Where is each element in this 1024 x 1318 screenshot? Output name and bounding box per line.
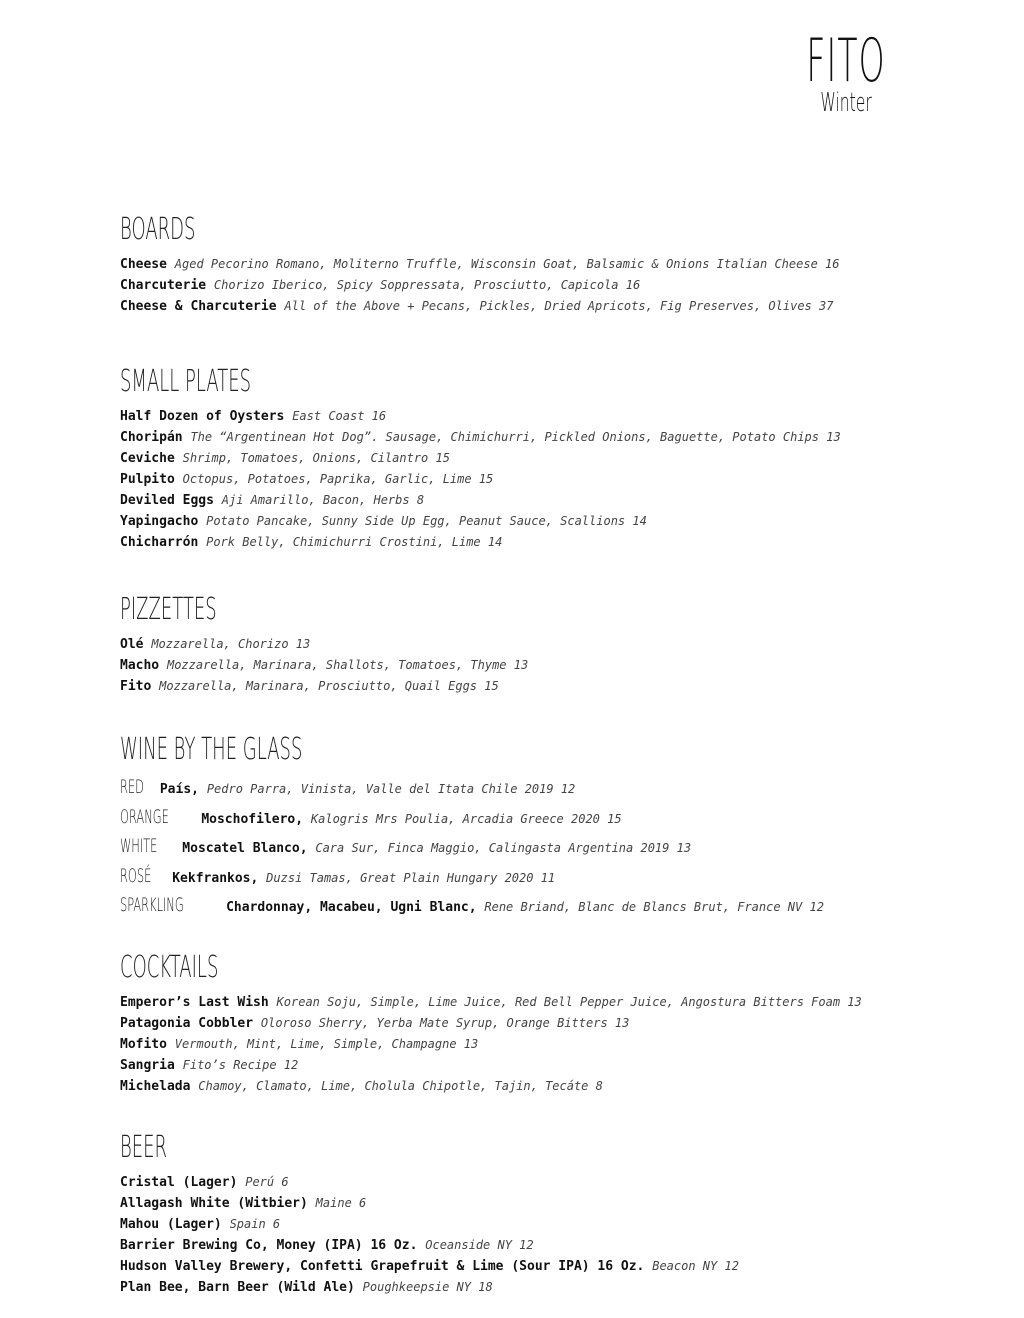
wine-type: SPARKLING <box>120 894 184 916</box>
section-beer <box>120 1130 980 1298</box>
item-description: Vermouth, Mint, Lime, Simple, Champagne 13 <box>174 1037 479 1051</box>
wine-type: ORANGE <box>120 805 169 828</box>
item-name: Sangria <box>120 1058 175 1073</box>
menu-item <box>120 634 980 655</box>
item-name: Cristal (Lager) <box>120 1175 238 1190</box>
section-pizzettes <box>120 592 980 697</box>
item-description: Maine 6 <box>315 1196 367 1210</box>
item-name: Pulpito <box>120 472 175 487</box>
menu-item <box>120 655 980 676</box>
item-name: Emperor’s Last Wish <box>120 995 269 1010</box>
item-name: Deviled Eggs <box>120 493 214 508</box>
item-name: Fito <box>120 679 152 694</box>
item-name: Plan Bee, Barn Beer (Wild Ale) <box>120 1280 355 1295</box>
item-description: Mozzarella, Chorizo 13 <box>151 637 311 651</box>
item-name: Cheese & Charcuterie <box>120 299 277 314</box>
menu-item <box>120 1076 980 1097</box>
item-description: All of the Above + Pecans, Pickles, Dried Apricots, Fig Preserves, Olives 37 <box>284 299 834 313</box>
item-description: Duzsi Tamas, Great Plain Hungary 2020 11 <box>266 870 556 885</box>
menu-item <box>120 1055 980 1076</box>
item-description: Pedro Parra, Vinista, Valle del Itata Chile 2019 12 <box>206 782 576 796</box>
menu-item <box>120 1193 980 1214</box>
wine-item <box>120 804 980 834</box>
item-name: Chardonnay, Macabeu, Ugni Blanc, <box>226 900 477 915</box>
item-name: Yapingacho <box>120 514 199 529</box>
section-title: SMALL PLATES <box>120 364 252 399</box>
item-name: Half Dozen of Oysters <box>120 409 285 424</box>
menu-item <box>120 1172 980 1193</box>
section-title: BEER <box>120 1130 168 1165</box>
menu-item <box>120 1235 980 1256</box>
section-cocktails <box>120 950 980 1097</box>
menu-item <box>120 1013 980 1034</box>
item-description: Mozzarella, Marinara, Shallots, Tomatoes, Thyme 13 <box>166 658 529 672</box>
menu-season: Winter <box>820 88 872 118</box>
menu-item <box>120 469 980 490</box>
menu-item <box>120 406 980 427</box>
item-name: Cheese <box>120 257 167 272</box>
menu-item <box>120 448 980 469</box>
menu-item <box>120 490 980 511</box>
item-description: Oceanside NY 12 <box>425 1238 534 1252</box>
wine-item <box>120 892 980 922</box>
item-description: East Coast 16 <box>292 409 387 423</box>
item-description: Fito’s Recipe 12 <box>182 1058 299 1072</box>
item-description: Poughkeepsie NY 18 <box>362 1280 493 1294</box>
logo-wordmark: FITO <box>806 26 886 96</box>
menu-item <box>120 992 980 1013</box>
section-title: WINE BY THE GLASS <box>120 732 303 767</box>
section-title: BOARDS <box>120 212 196 247</box>
section-small-plates <box>120 364 980 553</box>
item-name: Kekfrankos, <box>172 870 259 886</box>
section-title: COCKTAILS <box>120 950 219 985</box>
item-description: Pork Belly, Chimichurri Crostini, Lime 14 <box>206 535 503 549</box>
item-name: Moschofilero, <box>201 811 304 827</box>
menu-item <box>120 676 980 697</box>
item-description: Shrimp, Tomatoes, Onions, Cilantro 15 <box>182 451 450 465</box>
menu-item <box>120 1277 980 1298</box>
item-description: Chorizo Iberico, Spicy Soppressata, Prosciutto, Capicola 16 <box>213 278 641 292</box>
item-name: Hudson Valley Brewery, Confetti Grapefruit & Lime (Sour IPA) 16 Oz. <box>120 1259 645 1274</box>
item-description: Spain 6 <box>229 1217 281 1231</box>
restaurant-logo <box>774 26 918 116</box>
item-description: Oloroso Sherry, Yerba Mate Syrup, Orange Bitters 13 <box>260 1016 630 1030</box>
item-name: Macho <box>120 658 160 673</box>
menu-item <box>120 1214 980 1235</box>
item-name: Allagash White (Witbier) <box>120 1196 308 1211</box>
menu-item <box>120 511 980 532</box>
item-description: Aji Amarillo, Bacon, Herbs 8 <box>221 493 425 507</box>
item-description: The “Argentinean Hot Dog”. Sausage, Chimichurri, Pickled Onions, Baguette, Potato Chips 13 <box>190 430 841 444</box>
item-name: Mahou (Lager) <box>120 1217 222 1232</box>
section-boards <box>120 212 980 317</box>
item-description: Chamoy, Clamato, Lime, Cholula Chipotle, Tajin, Tecáte 8 <box>198 1079 603 1093</box>
item-description: Aged Pecorino Romano, Moliterno Truffle, Wisconsin Goat, Balsamic & Onions Italian Cheese 16 <box>174 257 840 271</box>
item-description: Cara Sur, Finca Maggio, Calingasta Argentina 2019 13 <box>315 841 692 855</box>
item-name: País, <box>159 782 199 797</box>
item-description: Octopus, Potatoes, Paprika, Garlic, Lime 15 <box>182 472 494 486</box>
item-description: Kalogris Mrs Poulia, Arcadia Greece 2020 15 <box>310 811 622 826</box>
menu-item <box>120 1034 980 1055</box>
item-description: Mozzarella, Marinara, Prosciutto, Quail Eggs 15 <box>159 679 499 693</box>
section-wine-by-the-glass <box>120 732 980 922</box>
item-name: Charcuterie <box>120 278 207 293</box>
wine-item <box>120 863 980 893</box>
item-name: Olé <box>120 637 144 652</box>
item-description: Rene Briand, Blanc de Blancs Brut, France NV 12 <box>484 900 824 914</box>
item-name: Michelada <box>120 1079 191 1094</box>
item-name: Moscatel Blanco, <box>182 841 308 856</box>
menu-item <box>120 275 980 296</box>
menu-item <box>120 532 980 553</box>
menu-item <box>120 1256 980 1277</box>
item-name: Ceviche <box>120 451 175 466</box>
item-name: Patagonia Cobbler <box>120 1016 254 1031</box>
section-title: PIZZETTES <box>120 592 217 627</box>
wine-type: WHITE <box>120 835 158 857</box>
wine-type: RED <box>120 776 144 798</box>
menu-item <box>120 427 980 448</box>
item-description: Perú 6 <box>245 1175 289 1189</box>
item-name: Chicharrón <box>120 535 199 550</box>
wine-item <box>120 774 980 804</box>
item-name: Mofito <box>120 1037 167 1052</box>
item-description: Korean Soju, Simple, Lime Juice, Red Bell Pepper Juice, Angostura Bitters Foam 13 <box>276 995 862 1009</box>
item-description: Potato Pancake, Sunny Side Up Egg, Peanut Sauce, Scallions 14 <box>206 514 647 528</box>
wine-item <box>120 833 980 863</box>
menu-item <box>120 296 980 317</box>
item-name: Choripán <box>120 430 183 445</box>
menu-item <box>120 254 980 275</box>
wine-type: ROSÉ <box>120 864 152 887</box>
item-description: Beacon NY 12 <box>652 1259 739 1273</box>
item-name: Barrier Brewing Co, Money (IPA) 16 Oz. <box>120 1238 418 1253</box>
